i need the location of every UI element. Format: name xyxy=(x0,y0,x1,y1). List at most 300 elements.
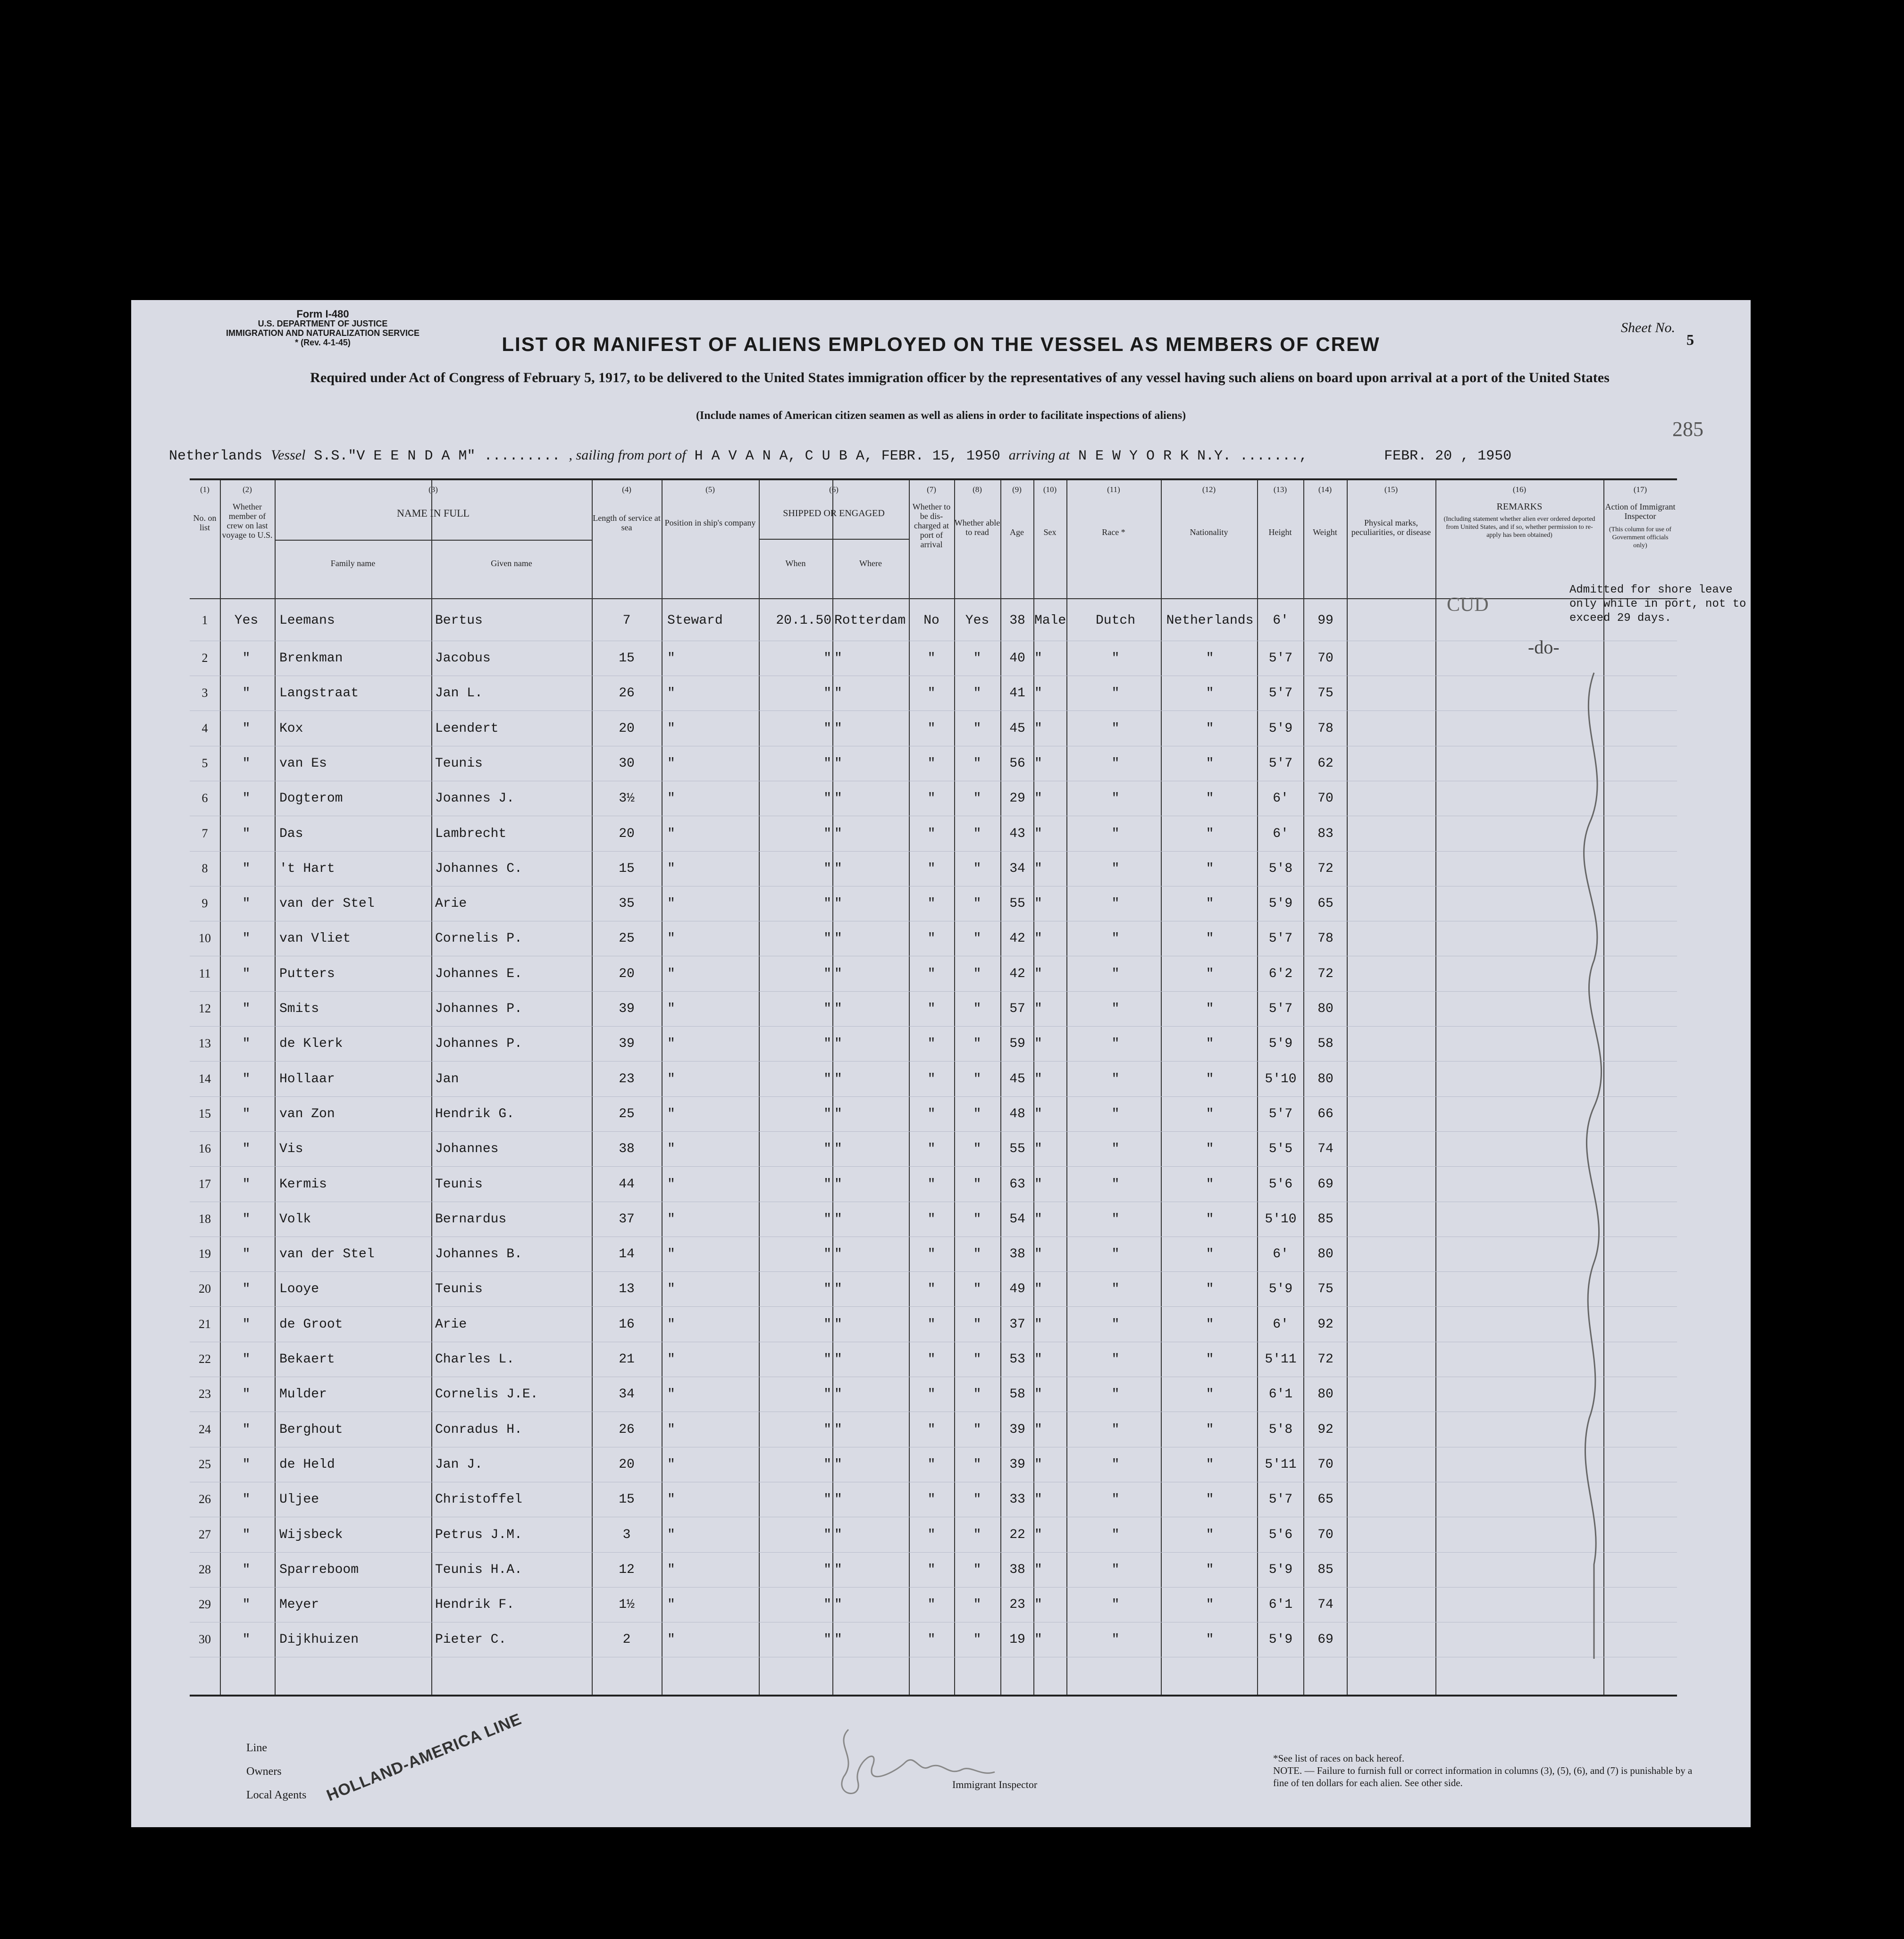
col-num-4: (4) xyxy=(622,485,631,494)
cell-given: Conradus H. xyxy=(435,1422,522,1437)
table-row xyxy=(190,781,1677,816)
cell-weight: 92 xyxy=(1317,1422,1334,1437)
header-when: When xyxy=(785,559,806,568)
cell-service: 20 xyxy=(619,826,635,841)
cell-read: " xyxy=(973,686,981,701)
cell-no: 11 xyxy=(199,966,211,980)
cell-when: " xyxy=(823,651,831,666)
cell-service: 13 xyxy=(619,1282,635,1297)
cell-race: " xyxy=(1111,1317,1120,1332)
cell-height: 6'1 xyxy=(1268,1597,1293,1613)
cell-discharged: " xyxy=(927,1387,936,1402)
cell-nationality: " xyxy=(1206,1036,1214,1052)
cell-service: 26 xyxy=(619,1422,635,1437)
cell-when: " xyxy=(823,1317,831,1332)
cell-race: " xyxy=(1111,1457,1120,1472)
cell-age: 55 xyxy=(1009,1142,1025,1157)
cell-prev: " xyxy=(242,1562,251,1577)
arriving-label: arriving at xyxy=(1008,447,1070,463)
table-row xyxy=(190,1342,1677,1377)
cell-prev: " xyxy=(242,1177,251,1192)
cell-sex: " xyxy=(1034,721,1042,736)
cell-position: " xyxy=(667,1106,675,1121)
cell-given: Arie xyxy=(435,896,467,911)
cell-where: " xyxy=(834,1387,842,1402)
cell-family: van Zon xyxy=(279,1106,335,1121)
cell-service: 26 xyxy=(619,686,635,701)
cell-no: 3 xyxy=(201,686,208,700)
cell-age: 41 xyxy=(1009,686,1025,701)
cell-when: " xyxy=(823,1106,831,1121)
arrival-year: 1950 xyxy=(1477,448,1512,464)
cell-sex: " xyxy=(1034,1632,1042,1647)
cell-prev: " xyxy=(242,1282,251,1297)
cell-when: " xyxy=(823,931,831,946)
cell-given: Cornelis P. xyxy=(435,931,522,946)
cell-position: " xyxy=(667,1352,675,1367)
cell-height: 6' xyxy=(1273,1317,1289,1332)
cell-race: " xyxy=(1111,931,1120,946)
cell-race: " xyxy=(1111,791,1120,806)
cell-age: 34 xyxy=(1009,861,1025,876)
cell-service: 1½ xyxy=(619,1597,635,1613)
cell-race: " xyxy=(1111,1352,1120,1367)
cell-where: " xyxy=(834,1632,842,1647)
cell-sex: " xyxy=(1034,896,1042,911)
cell-position: " xyxy=(667,651,675,666)
cell-where: " xyxy=(834,1457,842,1472)
cell-no: 5 xyxy=(201,756,208,770)
table-row xyxy=(190,816,1677,852)
departure-port: H A V A N A, C U B A, xyxy=(694,448,873,464)
cell-read: " xyxy=(973,1597,981,1613)
cell-race: " xyxy=(1111,1036,1120,1052)
cell-position: " xyxy=(667,1422,675,1437)
col-num-3: (3) xyxy=(428,485,438,494)
col-num-11: (11) xyxy=(1107,485,1120,494)
cell-weight: 80 xyxy=(1317,1247,1334,1262)
cell-where: " xyxy=(834,686,842,701)
cell-family: Hollaar xyxy=(279,1071,335,1087)
cell-family: Uljee xyxy=(279,1492,319,1507)
cell-sex: " xyxy=(1034,1036,1042,1052)
cell-prev: " xyxy=(242,686,251,701)
cell-when: " xyxy=(823,1457,831,1472)
cell-when: " xyxy=(823,1632,831,1647)
line-label: Line xyxy=(246,1742,267,1754)
header-height: Height xyxy=(1268,527,1292,537)
cell-family: Bekaert xyxy=(279,1352,335,1367)
cell-prev: " xyxy=(242,756,251,771)
cell-read: " xyxy=(973,1106,981,1121)
cell-no: 26 xyxy=(199,1492,211,1506)
cell-discharged: " xyxy=(927,1597,936,1613)
cell-given: Hendrik G. xyxy=(435,1106,515,1121)
cell-when: " xyxy=(823,686,831,701)
cell-sex: " xyxy=(1034,931,1042,946)
cell-given: Johannes P. xyxy=(435,1036,522,1052)
header-action: Action of Immigrant Inspector xyxy=(1605,502,1676,521)
cell-no: 14 xyxy=(199,1071,211,1086)
cell-prev: " xyxy=(242,1422,251,1437)
cell-service: 23 xyxy=(619,1071,635,1087)
cell-service: 37 xyxy=(619,1212,635,1227)
cell-position: " xyxy=(667,686,675,701)
cell-height: 5'9 xyxy=(1268,1036,1293,1052)
cell-race: Dutch xyxy=(1095,613,1135,628)
cell-read: " xyxy=(973,1527,981,1542)
sheet-number: 5 xyxy=(1686,331,1694,348)
ditto-squiggle-line xyxy=(1566,668,1622,1668)
cell-sex: " xyxy=(1034,686,1042,701)
cell-nationality: " xyxy=(1206,966,1214,981)
cell-race: " xyxy=(1111,1562,1120,1577)
cell-height: 5'11 xyxy=(1265,1352,1297,1367)
cell-height: 5'7 xyxy=(1268,756,1293,771)
cell-family: Meyer xyxy=(279,1597,319,1613)
cell-service: 44 xyxy=(619,1177,635,1192)
cell-where: " xyxy=(834,1106,842,1121)
cell-read: " xyxy=(973,896,981,911)
cell-race: " xyxy=(1111,896,1120,911)
cell-age: 56 xyxy=(1009,756,1025,771)
cell-race: " xyxy=(1111,1492,1120,1507)
cell-family: van der Stel xyxy=(279,896,375,911)
cell-nationality: " xyxy=(1206,1247,1214,1262)
cell-nationality: " xyxy=(1206,721,1214,736)
cell-sex: " xyxy=(1034,1282,1042,1297)
cell-prev: " xyxy=(242,1632,251,1647)
service: IMMIGRATION AND NATURALIZATION SERVICE xyxy=(226,328,419,338)
cell-discharged: " xyxy=(927,1457,936,1472)
cell-weight: 75 xyxy=(1317,686,1334,701)
cell-read: " xyxy=(973,756,981,771)
cell-given: Leendert xyxy=(435,721,499,736)
cell-family: Das xyxy=(279,826,303,841)
cell-sex: " xyxy=(1034,1352,1042,1367)
cell-weight: 72 xyxy=(1317,1352,1334,1367)
cell-no: 25 xyxy=(199,1457,211,1471)
cell-age: 57 xyxy=(1009,1002,1025,1016)
cell-given: Cornelis J.E. xyxy=(435,1387,538,1402)
cell-when: " xyxy=(823,1002,831,1016)
cell-age: 38 xyxy=(1009,1562,1025,1577)
header-sex: Sex xyxy=(1043,527,1057,537)
cell-where: " xyxy=(834,966,842,981)
cell-height: 5'9 xyxy=(1268,1282,1293,1297)
header-service: Length of service at sea xyxy=(593,513,661,532)
cell-prev: " xyxy=(242,1002,251,1016)
cell-race: " xyxy=(1111,1282,1120,1297)
cell-race: " xyxy=(1111,1422,1120,1437)
cell-discharged: " xyxy=(927,686,936,701)
cell-where: " xyxy=(834,1352,842,1367)
cell-discharged: " xyxy=(927,1002,936,1016)
cell-family: Dogterom xyxy=(279,791,343,806)
cell-where: " xyxy=(834,1142,842,1157)
cell-where: " xyxy=(834,1177,842,1192)
cell-weight: 70 xyxy=(1317,1457,1334,1472)
cell-service: 2 xyxy=(622,1632,631,1647)
cell-given: Joannes J. xyxy=(435,791,515,806)
table-row xyxy=(190,1167,1677,1202)
cell-position: " xyxy=(667,1387,675,1402)
cell-given: Bertus xyxy=(435,613,483,628)
cell-sex: " xyxy=(1034,1597,1042,1613)
header-given: Given name xyxy=(491,559,532,568)
cell-when: " xyxy=(823,896,831,911)
cell-family: van Es xyxy=(279,756,327,771)
cell-nationality: " xyxy=(1206,1212,1214,1227)
cell-weight: 75 xyxy=(1317,1282,1334,1297)
cell-position: " xyxy=(667,1247,675,1262)
cell-given: Charles L. xyxy=(435,1352,515,1367)
cell-where: " xyxy=(834,1492,842,1507)
cell-weight: 78 xyxy=(1317,931,1334,946)
cell-when: " xyxy=(823,1492,831,1507)
cell-no: 27 xyxy=(199,1527,211,1541)
cell-race: " xyxy=(1111,1247,1120,1262)
cell-race: " xyxy=(1111,1071,1120,1087)
cell-nationality: " xyxy=(1206,826,1214,841)
cell-age: 38 xyxy=(1009,1247,1025,1262)
cell-read: " xyxy=(973,721,981,736)
cell-family: Berghout xyxy=(279,1422,343,1437)
cell-prev: " xyxy=(242,721,251,736)
cell-where: Rotterdam xyxy=(834,613,906,628)
cell-family: Dijkhuizen xyxy=(279,1632,359,1647)
cell-sex: " xyxy=(1034,1106,1042,1121)
cell-weight: 85 xyxy=(1317,1562,1334,1577)
cell-weight: 74 xyxy=(1317,1142,1334,1157)
cell-family: de Groot xyxy=(279,1317,343,1332)
cell-sex: " xyxy=(1034,1177,1042,1192)
cell-where: " xyxy=(834,756,842,771)
cell-weight: 80 xyxy=(1317,1002,1334,1016)
cell-prev: " xyxy=(242,1317,251,1332)
cell-service: 20 xyxy=(619,1457,635,1472)
cell-where: " xyxy=(834,1527,842,1542)
departure-date: FEBR. 15, 1950 xyxy=(881,448,1000,464)
cell-nationality: " xyxy=(1206,1597,1214,1613)
cell-position: Steward xyxy=(667,613,723,628)
cell-prev: " xyxy=(242,791,251,806)
cell-age: 23 xyxy=(1009,1597,1025,1613)
cell-nationality: " xyxy=(1206,1492,1214,1507)
header-read: Whether able to read xyxy=(954,518,1000,537)
col-num-17: (17) xyxy=(1633,485,1647,494)
inspector-signature xyxy=(830,1715,1018,1810)
cell-no: 10 xyxy=(199,931,211,945)
cell-service: 25 xyxy=(619,931,635,946)
cell-service: 30 xyxy=(619,756,635,771)
cell-height: 5'6 xyxy=(1268,1177,1293,1192)
cell-height: 5'7 xyxy=(1268,651,1293,666)
cell-height: 5'8 xyxy=(1268,861,1293,876)
cell-sex: " xyxy=(1034,1002,1042,1016)
cell-given: Jan J. xyxy=(435,1457,483,1472)
table-row xyxy=(190,1026,1677,1061)
header-remarks-note: (Including statement whether alien ever ordered deported from United States, and if so, whether permission to re-apply has been obtained) xyxy=(1443,516,1595,539)
cell-discharged: " xyxy=(927,931,936,946)
header-nationality: Nationality xyxy=(1190,527,1228,537)
vessel-name: S.S."V E E N D A M" xyxy=(314,448,476,464)
cell-read: " xyxy=(973,1247,981,1262)
cell-prev: " xyxy=(242,1492,251,1507)
cell-sex: " xyxy=(1034,1457,1042,1472)
cell-sex: " xyxy=(1034,861,1042,876)
cell-family: Smits xyxy=(279,1002,319,1016)
cell-read: " xyxy=(973,1177,981,1192)
cell-sex: " xyxy=(1034,1527,1042,1542)
cell-service: 39 xyxy=(619,1036,635,1052)
cell-when: " xyxy=(823,1036,831,1052)
document-subtitle: Required under Act of Congress of February 5, 1917, to be delivered to the United States immigration officer by the representatives of any vessel having such aliens on board upon arrival at a port of the United States xyxy=(310,370,1610,385)
col-num-2: (2) xyxy=(243,485,252,494)
cell-nationality: " xyxy=(1206,861,1214,876)
cell-when: " xyxy=(823,1247,831,1262)
cell-sex: " xyxy=(1034,1247,1042,1262)
cell-sex: " xyxy=(1034,1317,1042,1332)
cell-where: " xyxy=(834,1002,842,1016)
table-row xyxy=(190,1447,1677,1482)
cell-position: " xyxy=(667,1071,675,1087)
cell-height: 6' xyxy=(1273,826,1289,841)
cell-read: " xyxy=(973,651,981,666)
cell-position: " xyxy=(667,1632,675,1647)
cell-nationality: " xyxy=(1206,651,1214,666)
cell-discharged: " xyxy=(927,791,936,806)
header-no: No. on list xyxy=(193,513,217,532)
table-row xyxy=(190,676,1677,711)
cell-prev: " xyxy=(242,931,251,946)
cell-given: Jan xyxy=(435,1071,459,1087)
cell-age: 45 xyxy=(1009,1071,1025,1087)
cell-when: " xyxy=(823,1422,831,1437)
cell-when: " xyxy=(823,1527,831,1542)
cell-when: " xyxy=(823,1597,831,1613)
cell-no: 24 xyxy=(199,1422,211,1436)
cell-family: Mulder xyxy=(279,1387,327,1402)
cell-no: 19 xyxy=(199,1247,211,1261)
cell-when: " xyxy=(823,1212,831,1227)
cell-no: 1 xyxy=(201,613,208,627)
cell-height: 6' xyxy=(1273,1247,1289,1262)
cell-race: " xyxy=(1111,1142,1120,1157)
header-action-note: (This column for use of Government officials only) xyxy=(1609,526,1672,549)
header-weight: Weight xyxy=(1313,527,1337,537)
cell-weight: 66 xyxy=(1317,1106,1334,1121)
cell-family: Langstraat xyxy=(279,686,359,701)
table-row xyxy=(190,746,1677,781)
cell-given: Teunis H.A. xyxy=(435,1562,522,1577)
table-row xyxy=(190,1202,1677,1237)
cell-age: 38 xyxy=(1009,613,1025,628)
cell-where: " xyxy=(834,1247,842,1262)
cell-read: " xyxy=(973,1422,981,1437)
cell-family: Brenkman xyxy=(279,651,343,666)
cell-where: " xyxy=(834,1597,842,1613)
cell-read: " xyxy=(973,1071,981,1087)
cell-nationality: " xyxy=(1206,1106,1214,1121)
header-remarks: REMARKS xyxy=(1496,501,1543,512)
cell-discharged: " xyxy=(927,826,936,841)
cell-when: " xyxy=(823,826,831,841)
cell-race: " xyxy=(1111,1212,1120,1227)
cell-prev: " xyxy=(242,1527,251,1542)
cell-discharged: " xyxy=(927,1352,936,1367)
cell-sex: " xyxy=(1034,1071,1042,1087)
cell-discharged: " xyxy=(927,1492,936,1507)
cell-service: 20 xyxy=(619,721,635,736)
footer xyxy=(131,1697,1751,1827)
cell-prev: " xyxy=(242,1352,251,1367)
cell-when: " xyxy=(823,1177,831,1192)
cell-discharged: " xyxy=(927,1317,936,1332)
cell-weight: 70 xyxy=(1317,651,1334,666)
cell-read: " xyxy=(973,1142,981,1157)
vessel-flag: Netherlands xyxy=(169,448,263,464)
cell-age: 19 xyxy=(1009,1632,1025,1647)
cell-age: 37 xyxy=(1009,1317,1025,1332)
cell-family: Putters xyxy=(279,966,335,981)
cell-given: Teunis xyxy=(435,756,483,771)
agent-stamp: HOLLAND-AMERICA LINE xyxy=(324,1710,524,1805)
cell-weight: 65 xyxy=(1317,896,1334,911)
cell-weight: 80 xyxy=(1317,1071,1334,1087)
cell-when: " xyxy=(823,1562,831,1577)
cell-age: 54 xyxy=(1009,1212,1025,1227)
cell-discharged: " xyxy=(927,1422,936,1437)
cell-no: 16 xyxy=(199,1142,211,1156)
cell-position: " xyxy=(667,931,675,946)
cell-given: Bernardus xyxy=(435,1212,507,1227)
cell-height: 5'9 xyxy=(1268,721,1293,736)
cell-nationality: Netherlands xyxy=(1166,613,1254,628)
cell-discharged: No xyxy=(923,613,939,628)
destination: N E W Y O R K N.Y. xyxy=(1078,448,1232,464)
cell-race: " xyxy=(1111,1597,1120,1613)
cell-weight: 99 xyxy=(1317,613,1334,628)
cell-prev: " xyxy=(242,966,251,981)
cell-weight: 83 xyxy=(1317,826,1334,841)
cell-position: " xyxy=(667,896,675,911)
cell-no: 22 xyxy=(199,1352,211,1366)
cell-age: 48 xyxy=(1009,1106,1025,1121)
col-num-12: (12) xyxy=(1202,485,1216,494)
cell-family: Wijsbeck xyxy=(279,1527,343,1542)
cell-race: " xyxy=(1111,861,1120,876)
cell-height: 6'2 xyxy=(1268,966,1293,981)
cell-where: " xyxy=(834,896,842,911)
table-row xyxy=(190,886,1677,921)
col-num-13: (13) xyxy=(1273,485,1287,494)
cell-race: " xyxy=(1111,686,1120,701)
cell-when: " xyxy=(823,1282,831,1297)
cell-no: 20 xyxy=(199,1282,211,1296)
cell-height: 5'5 xyxy=(1268,1142,1293,1157)
cell-prev: " xyxy=(242,861,251,876)
cell-service: 16 xyxy=(619,1317,635,1332)
cell-no: 21 xyxy=(199,1317,211,1331)
cell-read: " xyxy=(973,1002,981,1016)
cell-position: " xyxy=(667,966,675,981)
cell-nationality: " xyxy=(1206,1527,1214,1542)
cell-read: " xyxy=(973,1387,981,1402)
cell-height: 6'1 xyxy=(1268,1387,1293,1402)
cell-nationality: " xyxy=(1206,931,1214,946)
header-where: Where xyxy=(859,559,882,568)
